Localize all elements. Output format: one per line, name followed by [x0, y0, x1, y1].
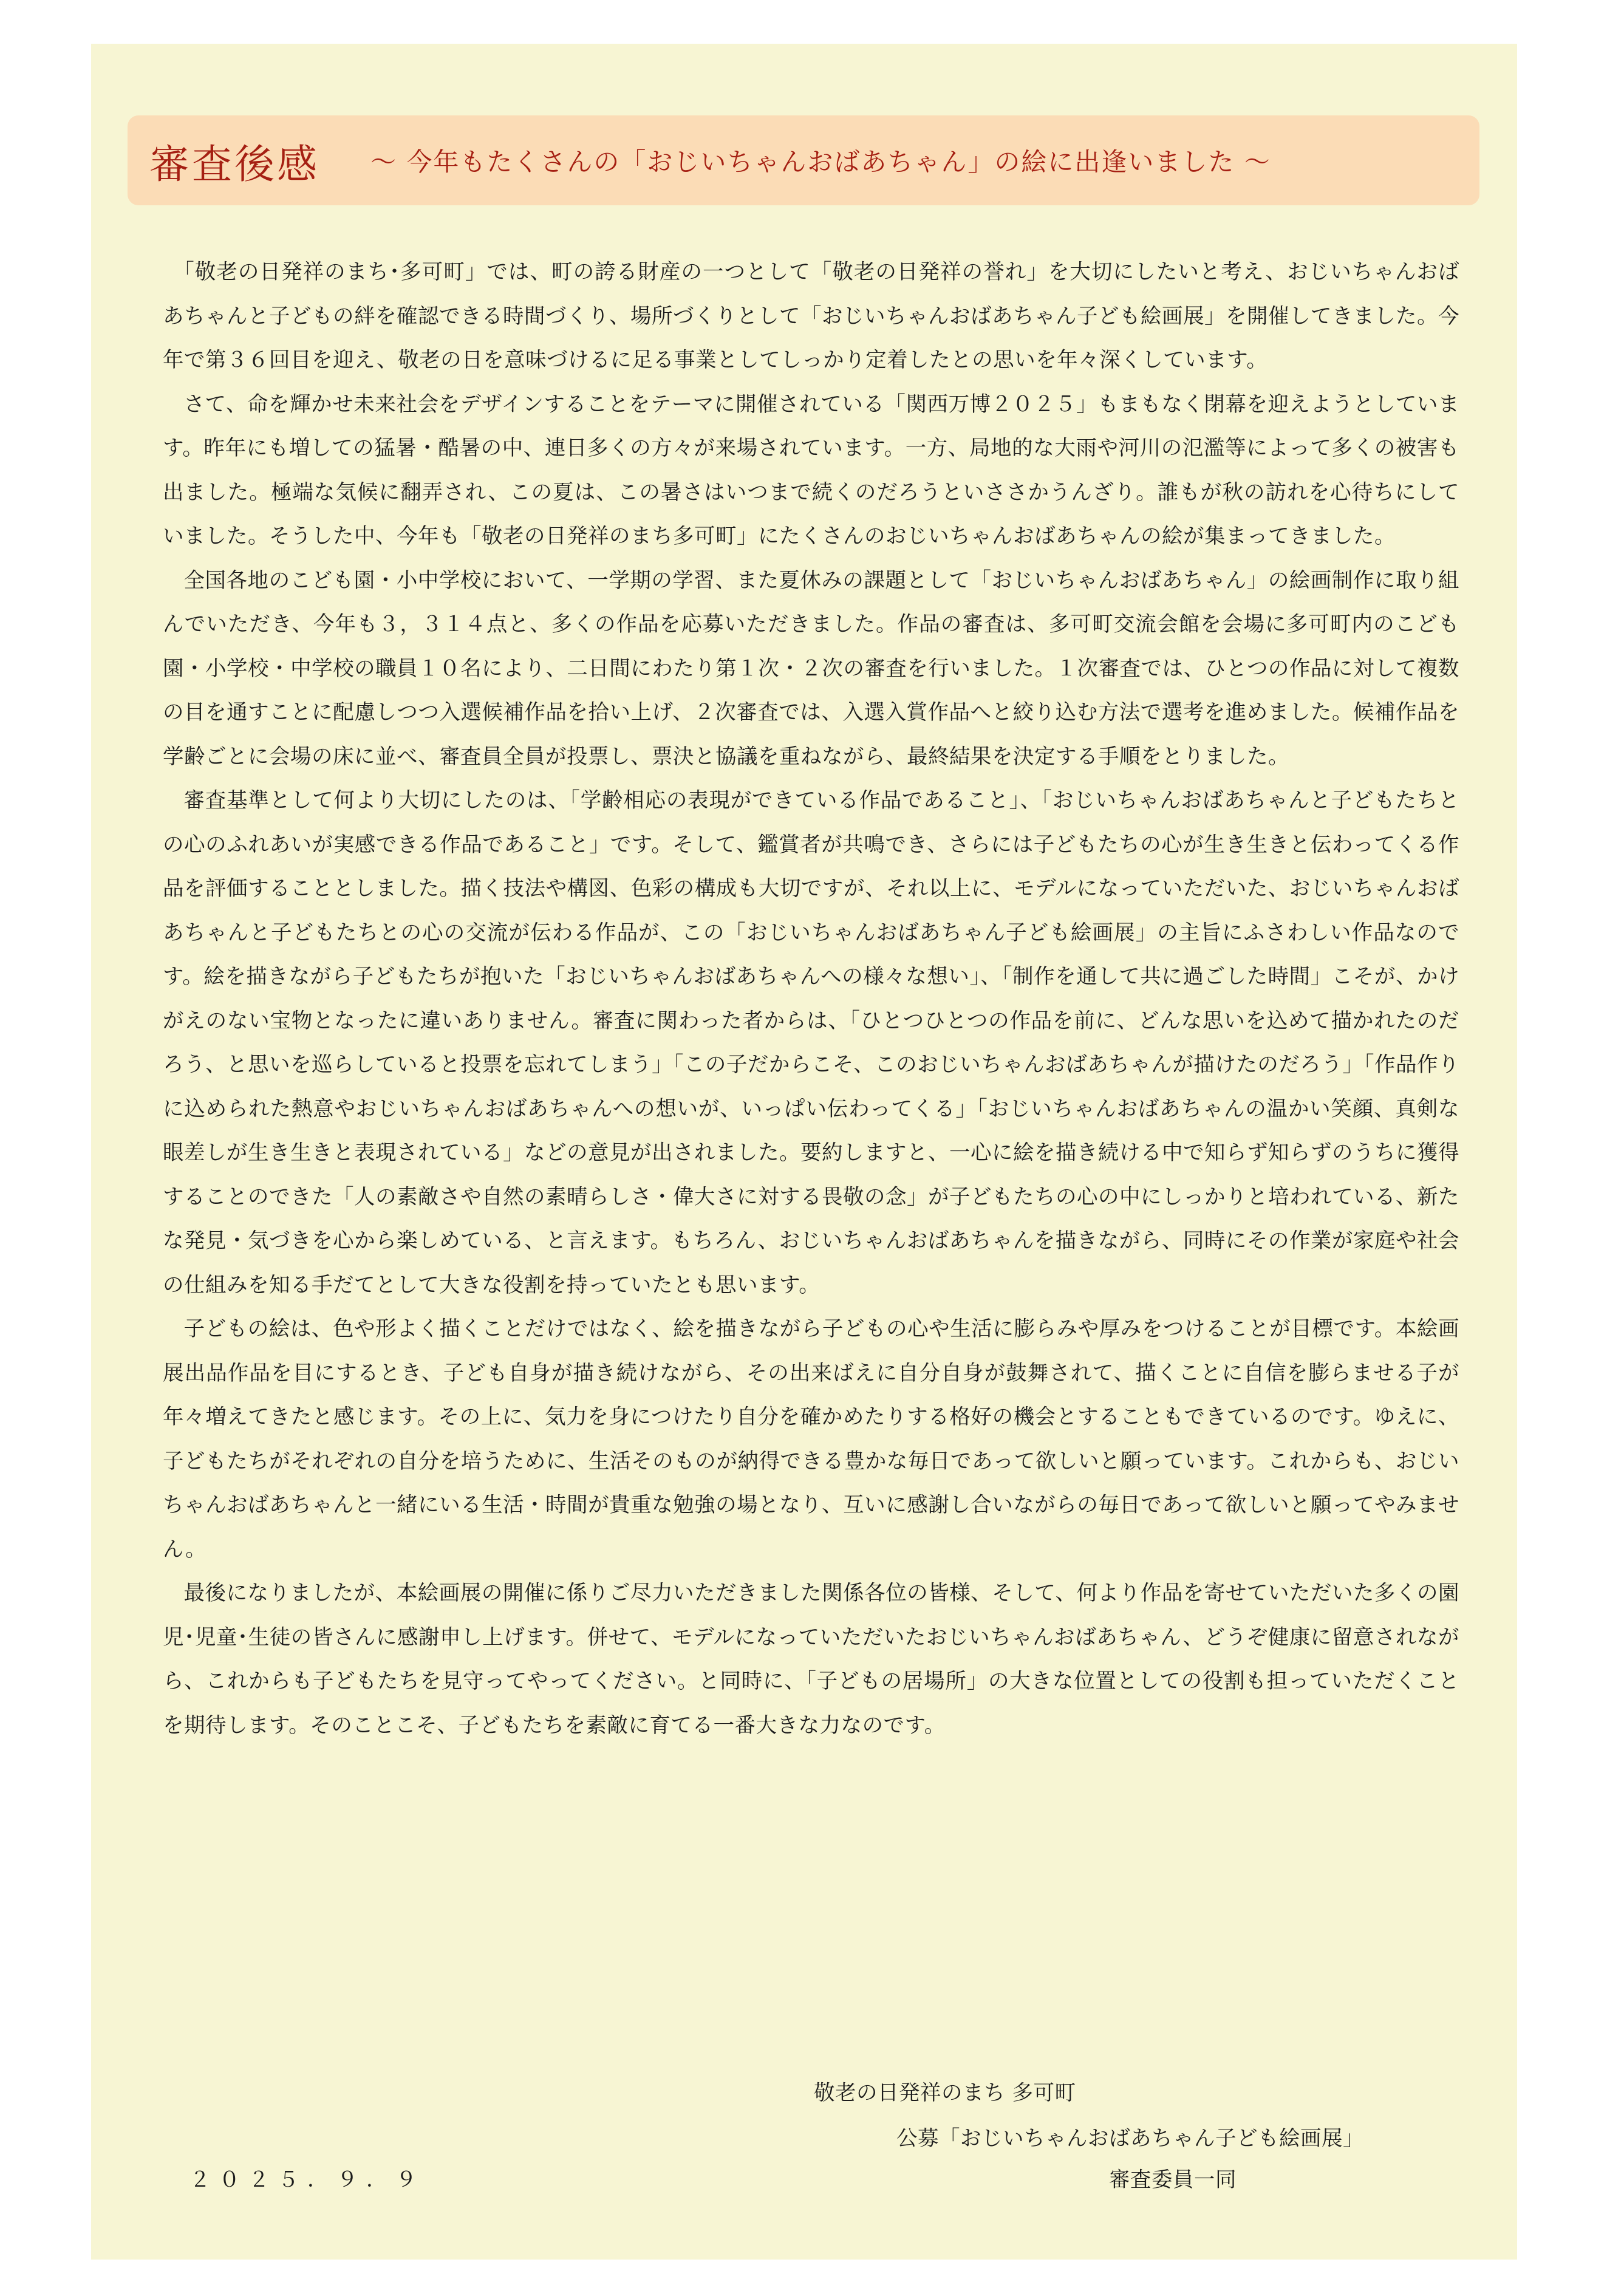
page-subtitle: ～ 今年もたくさんの「おじいちゃんおばあちゃん」の絵に出逢いました ～ [370, 147, 1271, 177]
paragraph-goals: 子どもの絵は、色や形よく描くことだけではなく、絵を描きながら子どもの心や生活に膨らみや厚みをつけることが目標です。本絵画展出品作品を目にするとき、子ども自身が描き続けながら、その出来ばえに自分自身が鼓舞されて、描くことに自信を膨らませる子が年々増えてきたと感じます。その上に、気力を身につけたり自分を確かめたりする格好の機会とすることもできているのです。ゆえに、子どもたちがそれぞれの自分を培うために、生活そのものが納得できる豊かな毎日であって欲しいと願っています。これからも、おじいちゃんおばあちゃんと一緒にいる生活・時間が貴重な勉強の場となり、互いに感謝し合いながらの毎日であって欲しいと願ってやみません。 [163, 1317, 1459, 1562]
header-banner [128, 115, 1479, 205]
page-title: 審査後感 [149, 140, 319, 188]
signature-date: ２０２５．９．９ [189, 2168, 425, 2192]
paragraph-criteria: 審査基準として何より大切にしたのは、「学齢相応の表現ができている作品であること」、「おじいちゃんおばあちゃんと子どもたちとの心のふれあいが実感できる作品であること」です。そして、鑑賞者が共鳴でき、さらには子どもたちの心が生き生きと伝わってくる作品を評価することとしました。描く技法や構図、色彩の構成も大切ですが、それ以上に、モデルになっていただいた、おじいちゃんおばあちゃんと子どもたちとの心の交流が伝わる作品が、この「おじいちゃんおばあちゃん子ども絵画展」の主旨にふさわしい作品なのです。絵を描きながら子どもたちが抱いた「おじいちゃんおばあちゃんへの様々な想い」、「制作を通して共に過ごした時間」こそが、かけがえのない宝物となったに違いありません。審査に関わった者からは、「ひとつひとつの作品を前に、どんな思いを込めて描かれたのだろう、と思いを巡らしていると投票を忘れてしまう」「この子だからこそ、このおじいちゃんおばあちゃんが描けたのだろう」「作品作りに込められた熱意やおじいちゃんおばあちゃんへの想いが、いっぱい伝わってくる」「おじいちゃんおばあちゃんの温かい笑顔、真剣な眼差しが生き生きと表現されている」などの意見が出されました。要約しますと、一心に絵を描き続ける中で知らず知らずのうちに獲得することのできた「人の素敵さや自然の素晴らしさ・偉大さに対する畏敬の念」が子どもたちの心の中にしっかりと培われている、新たな発見・気づきを心から楽しめている、と言えます。もちろん、おじいちゃんおばあちゃんを描きながら、同時にその作業が家庭や社会の仕組みを知る手だてとして大きな役割を持っていたとも思います。 [163, 788, 1459, 1297]
document-sheet [91, 44, 1517, 2260]
paragraph-intro: 「敬老の日発祥のまち･多可町」では、町の誇る財産の一つとして「敬老の日発祥の誉れ」を大切にしたいと考え、おじいちゃんおばあちゃんと子どもの絆を確認できる時間づくり、場所づくりとして「おじいちゃんおばあちゃん子ども絵画展」を開催してきました。今年で第３６回目を迎え、敬老の日を意味づけるに足る事業としてしっかり定着したとの思いを年々深くしています。 [163, 260, 1459, 372]
signature-event: 公募「おじいちゃんおばあちゃん子ども絵画展」 [896, 2127, 1364, 2151]
body-text [163, 250, 1459, 1748]
paragraph-thanks: 最後になりましたが、本絵画展の開催に係りご尽力いただきました関係各位の皆様、そして、何より作品を寄せていただいた多くの園児･児童･生徒の皆さんに感謝申し上げます。併せて、モデルになっていただいたおじいちゃんおばあちゃん、どうぞ健康に留意されながら、これからも子どもたちを見守ってやってください。と同時に、「子どもの居場所」の大きな位置としての役割も担っていただくことを期待します。そのことこそ、子どもたちを素敵に育てる一番大きな力なのです。 [163, 1581, 1459, 1738]
signature-town: 敬老の日発祥のまち 多可町 [814, 2081, 1076, 2105]
signature-committee: 審査委員一同 [1109, 2168, 1237, 2192]
paragraph-expo: さて、命を輝かせ未来社会をデザインすることをテーマに開催されている「関西万博２０２５」もまもなく閉幕を迎えようとしています。昨年にも増しての猛暑・酷暑の中、連日多くの方々が来場されています。一方、局地的な大雨や河川の氾濫等によって多くの被害も出ました。極端な気候に翻弄され、この夏は、この暑さはいつまで続くのだろうといささかうんざり。誰もが秋の訪れを心待ちにしていました。そうした中、今年も「敬老の日発祥のまち多可町」にたくさんのおじいちゃんおばあちゃんの絵が集まってきました。 [163, 392, 1459, 548]
paragraph-judging-process: 全国各地のこども園・小中学校において、一学期の学習、また夏休みの課題として「おじいちゃんおばあちゃん」の絵画制作に取り組んでいただき、今年も３，３１４点と、多くの作品を応募いただきました。作品の審査は、多可町交流会館を会場に多可町内のこども園・小学校・中学校の職員１０名により、二日間にわたり第１次・２次の審査を行いました。１次審査では、ひとつの作品に対して複数の目を通すことに配慮しつつ入選候補作品を拾い上げ、２次審査では、入選入賞作品へと絞り込む方法で選考を進めました。候補作品を学齢ごとに会場の床に並べ、審査員全員が投票し、票決と協議を重ねながら、最終結果を決定する手順をとりました。 [163, 568, 1459, 769]
